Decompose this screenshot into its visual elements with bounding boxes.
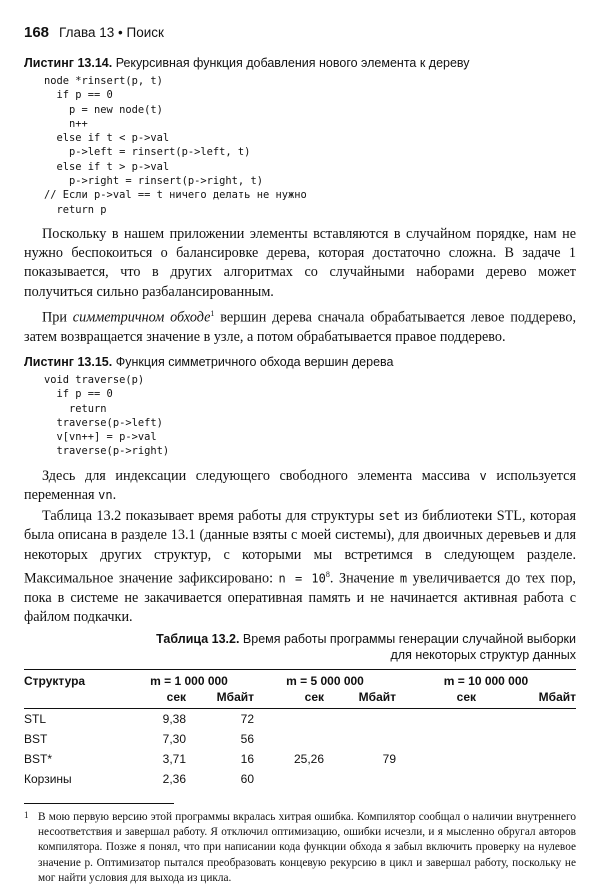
- term-inorder: симметричном обходе: [72, 309, 211, 326]
- sub-sec: сек: [124, 689, 186, 709]
- page-number: 168: [24, 24, 50, 41]
- listing-13-15-title: [24, 355, 576, 369]
- footnote-mark: 1: [24, 810, 29, 821]
- paragraph-array-index: Здесь для индексации следующего свободного элемента массива v используется переменная vn.: [24, 467, 576, 503]
- table-header-row: [24, 670, 576, 690]
- sub-mb: Мбайт: [476, 689, 576, 709]
- paragraph-balancing: Поскольку в нашем приложении элементы вставляются в случайном порядке, нам не нужно беспокоиться о балансировке дерева, которая достаточно сложна. В задаче 1 показывается, что в других алгоритмах со случайными наборами дерево может получиться сильно разбалансированным.: [24, 225, 576, 300]
- table-row: BST* 3,71 16 25,26 79: [24, 752, 396, 767]
- table-caption-line1: Время работы программы генерации случайной выборки: [242, 632, 576, 647]
- listing-caption: Рекурсивная функция добавления нового элемента к дереву: [115, 56, 470, 70]
- paragraph-table-intro: Таблица 13.2 показывает время работы для структуры set из библиотеки STL, которая была описана в разделе 13.1 (данные взяты с моей системы), для двоичных деревьев и для некоторых других структур, с которыми мы встретимся в следующем разделе. Максимальное значение зафиксировано: $n = 10^8$. Значение m увеличивается до тех пор, пока в системе не закачивается оперативная память и не начинается активная работа с файлом подкачки.: [24, 508, 576, 625]
- table-row: STL 9,38 72: [24, 712, 254, 727]
- col-structure: Структура: [24, 670, 124, 690]
- group-m-10m: m = 10 000 000: [396, 670, 576, 690]
- footnote-text: В мою первую версию этой программы вкралась хитрая ошибка. Компилятор сообщал о наличии внутреннего несоответствия и завершал работу. Я отключил оптимизацию, ошибки исчезли, и я мысленно обругал авторов компилятора. Позже я понял, что при написании кода функции обхода я забыл включить проверку на нулевое значение p. Оптимизатор пытался преобразовать концевую рекурсию в цикл и завершал работу, поскольку не мог найти условия для выхода из цикла.: [38, 811, 576, 884]
- listing-label: Листинг 13.15.: [24, 354, 113, 369]
- footnote-divider: [24, 803, 174, 804]
- footnote-ref: 1: [210, 308, 215, 318]
- table-caption: [24, 631, 576, 663]
- table-row: BST 7,30 56: [24, 732, 254, 747]
- sub-mb: Мбайт: [186, 689, 254, 709]
- running-title: Глава 13 • Поиск: [59, 25, 164, 40]
- sub-mb: Мбайт: [324, 689, 396, 709]
- timing-table: [24, 669, 576, 789]
- group-m-1m: m = 1 000 000: [124, 670, 254, 690]
- table-subheader-row: [24, 689, 576, 709]
- paragraph-inorder: При симметричном обходе$^1$ вершин дерева сначала обрабатывается левое поддерево, затем возвращается значение в узле, а потом обрабатывается правое поддерево.: [24, 308, 576, 345]
- group-m-5m: m = 5 000 000: [254, 670, 396, 690]
- listing-13-14-title: [24, 56, 576, 70]
- sub-sec: сек: [254, 689, 324, 709]
- listing-label: Листинг 13.14.: [24, 56, 113, 70]
- table-row: Корзины 2,36 60: [24, 772, 254, 787]
- footnote: [24, 810, 576, 886]
- listing-13-15-code: void traverse(p) if p == 0 return traverse(p->left) v[vn++] = p->val traverse(p->right): [44, 373, 170, 458]
- page-header: [24, 24, 576, 44]
- listing-13-14-code: node *rinsert(p, t) if p == 0 p = new node(t) n++ else if t < p->val p->left = rinsert(p->left, t) else if t > p->val p->right = rinsert(p->right, t) // Если p->val == t ничего делать не нужно return p: [44, 75, 307, 216]
- sub-sec: сек: [396, 689, 476, 709]
- book-page: [24, 24, 576, 886]
- listing-caption: Функция симметричного обхода вершин дерева: [115, 354, 394, 369]
- table-label: Таблица 13.2.: [156, 632, 240, 647]
- table-caption-line2: для некоторых структур данных: [390, 648, 576, 663]
